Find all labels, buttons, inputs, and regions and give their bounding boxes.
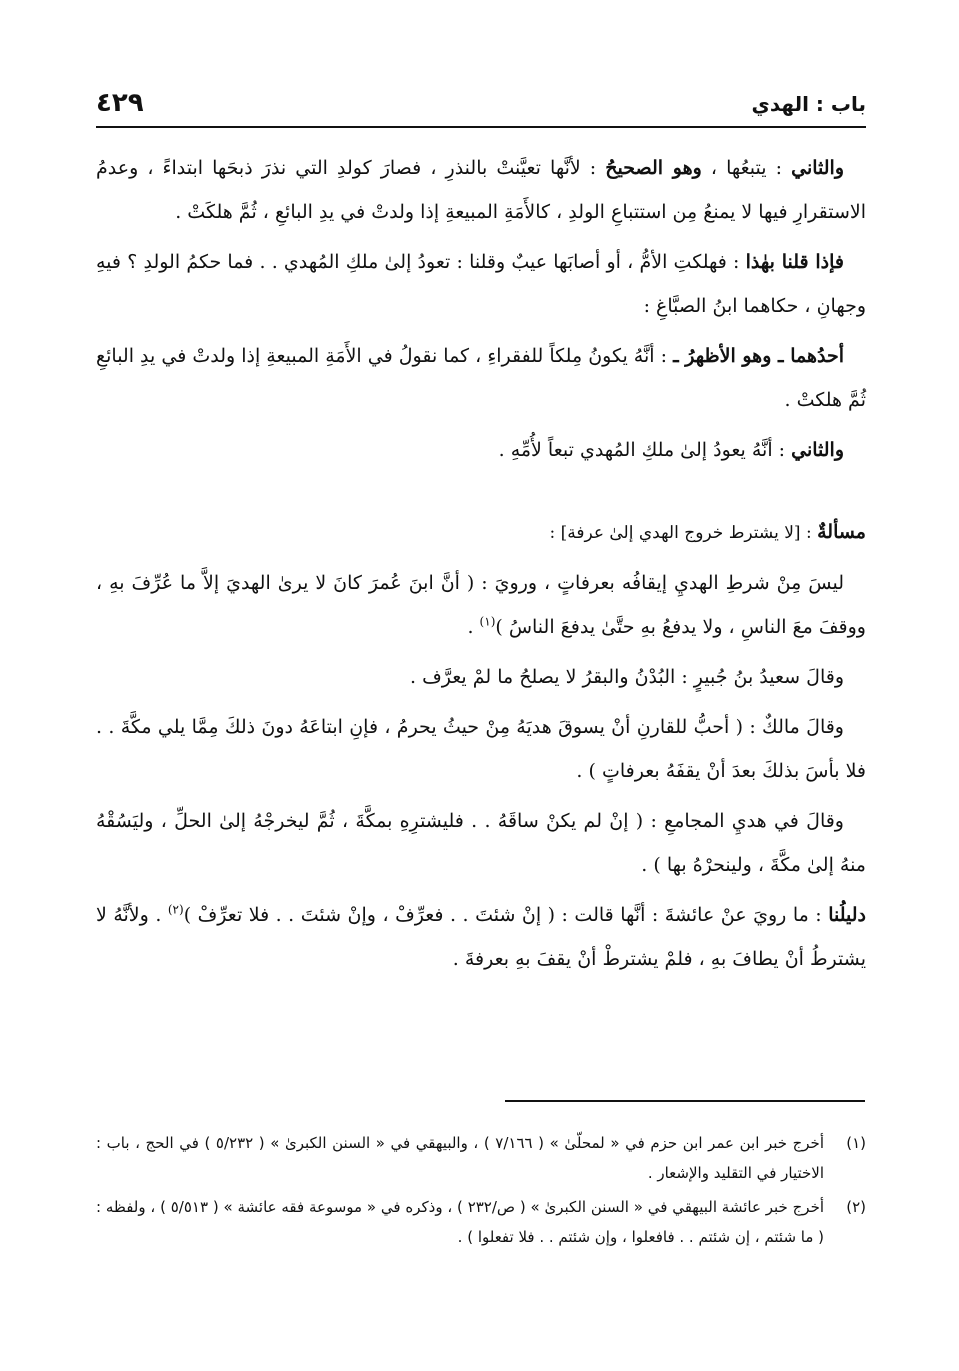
- paragraph-lead: أحدُهما ـ وهو الأظهرُ ـ: [673, 345, 844, 367]
- paragraph-lead: فإذا قلنا بهٰذا: [745, 251, 844, 273]
- page-header: [96, 88, 866, 124]
- paragraph: [96, 655, 866, 699]
- paragraph-tail: . ولأنَّهُ لا يشترطُ أنْ يطافَ بهِ ، فلمْ يشترطْ أنْ يقفَ بهِ بعرفةَ .: [96, 904, 866, 970]
- footnote-text: أخرج خبر ابن عمر ابن حزم في « لمحلّىٰ » ( ٧/١٦٦ ) ، والبيهقي في « السنن الكبرىٰ » ( ٥/٢٣٢ ) في الحج ، باب : الاختيار في التقليد والإشعار .: [96, 1134, 825, 1182]
- paragraph: [96, 561, 866, 649]
- paragraph-tail: .: [467, 616, 480, 638]
- paragraph: [96, 146, 866, 234]
- paragraph-text: : أنَّهُ يكونُ مِلكاً للفقراءِ ، كما نقولُ في الأَمَةِ المبيعةِ إذا ولدتْ في يدِ البائعِ ثُمَّ هلكتْ .: [96, 345, 866, 411]
- footnote-number: (١): [846, 1134, 866, 1152]
- paragraph-bold: وهو الصحيحُ: [605, 157, 702, 179]
- paragraph-lead: دليلُنا: [828, 904, 866, 926]
- paragraph-text: : ما رويَ عنْ عائشةَ : أنَّها قالت : ( إنْ شئتَ . . فعرِّفْ ، وإنْ شئتَ . . فلا تعرِّفْ ): [183, 904, 829, 926]
- footnote-ref: (٢): [167, 902, 184, 917]
- paragraph-text: : يتبعُها ،: [701, 157, 792, 179]
- paragraph-lead: والثاني: [791, 157, 844, 179]
- paragraph-text-cont: : لأنَّها تعيَّنتْ بالنذرِ ، فصارَ كولدِ التي نذرَ ذبحَها ابتداءً ، وعدمُ الاستقرارِ فيها لا يمنعُ مِن استتباعِ الولدِ ، كالأَمَةِ المبيعةِ إذا ولدتْ في يدِ البائعِ ، ثُمَّ هلكَتْ .: [96, 157, 866, 223]
- paragraph: [96, 893, 866, 981]
- footnotes: [96, 1128, 866, 1256]
- paragraph: [96, 240, 866, 328]
- footnote-divider: [505, 1100, 865, 1102]
- running-title: باب : الهدي: [751, 92, 866, 116]
- footnote-ref: (١): [479, 614, 496, 629]
- footnote: [96, 1128, 866, 1188]
- main-text: [96, 146, 866, 987]
- paragraph-lead: والثاني: [791, 439, 844, 461]
- paragraph-text: : فهلكتِ الأمُّ ، أو أصابَها عيبٌ وقلنا : تعودُ إلىٰ ملكِ المُهدي . . فما حكمُ الولدِ ؟ فيهِ وجهانِ ، حكاهما ابنُ الصبَّاغِ :: [96, 251, 866, 317]
- masala-title: : [لا يشترط خروج الهدي إلىٰ عرفة] :: [549, 523, 818, 543]
- paragraph: [96, 428, 866, 472]
- header-divider: [96, 126, 866, 128]
- footnote-number: (٢): [846, 1198, 866, 1216]
- paragraph-text: وقالَ في هديِ المجامعِ : ( إنْ لم يكنْ ساقَهُ . . فليشترِهِ بمكَّةَ ، ثُمَّ ليخرجْهُ إلىٰ الحلِّ ، وليَسُقْهُ منهُ إلىٰ مكَّةَ ، ولينحرْهُ بها ) .: [96, 810, 866, 876]
- footnote: [96, 1192, 866, 1252]
- page-number: ٤٢٩: [96, 88, 144, 118]
- paragraph-text: وقالَ مالكٌ : ( أحبُّ للقارنِ أنْ يسوقَ هديَهُ مِنْ حيثُ يحرمُ ، فإنِ ابتاعَهُ دونَ ذلكَ مِمَّا يلي مكَّةَ . . فلا بأسَ بذلكَ بعدَ أنْ يقفَهُ بعرفاتٍ ) .: [96, 716, 866, 782]
- paragraph: [96, 705, 866, 793]
- paragraph: [96, 799, 866, 887]
- paragraph-text: ليسَ مِنْ شرطِ الهديِ إيقافُه بعرفاتٍ ، ورويَ : ( أنَّ ابنَ عُمرَ كانَ لا يرىٰ الهديَ إلاَّ ما عُرِّفَ بهِ ، ووقفَ معَ الناسِ ، ولا يدفعُ بهِ حتَّىٰ يدفعَ الناسُ ): [96, 572, 866, 638]
- masala-heading: [96, 510, 866, 555]
- footnote-text: أخرج خبر عائشة البيهقي في « السنن الكبرىٰ » ( ص/٢٣٢ ) ، وذكره في « موسوعة فقه عائشة » ( ٥/٥١٣ ) ، ولفظه : ( ما شئتم ، إن شئتم . . فافعلوا ، وإن شئتم . . فلا تفعلوا ) .: [96, 1198, 825, 1246]
- paragraph-text: وقالَ سعيدُ بنُ جُبيرٍ : البُدْنُ والبقرُ لا يصلحُ ما لمْ يعرَّف .: [410, 666, 844, 688]
- masala-lead: مسألةٌ: [817, 521, 866, 543]
- paragraph: [96, 334, 866, 422]
- paragraph-text: : أنَّهُ يعودُ إلىٰ ملكِ المُهدي تبعاً لأُمِّهِ .: [498, 439, 792, 461]
